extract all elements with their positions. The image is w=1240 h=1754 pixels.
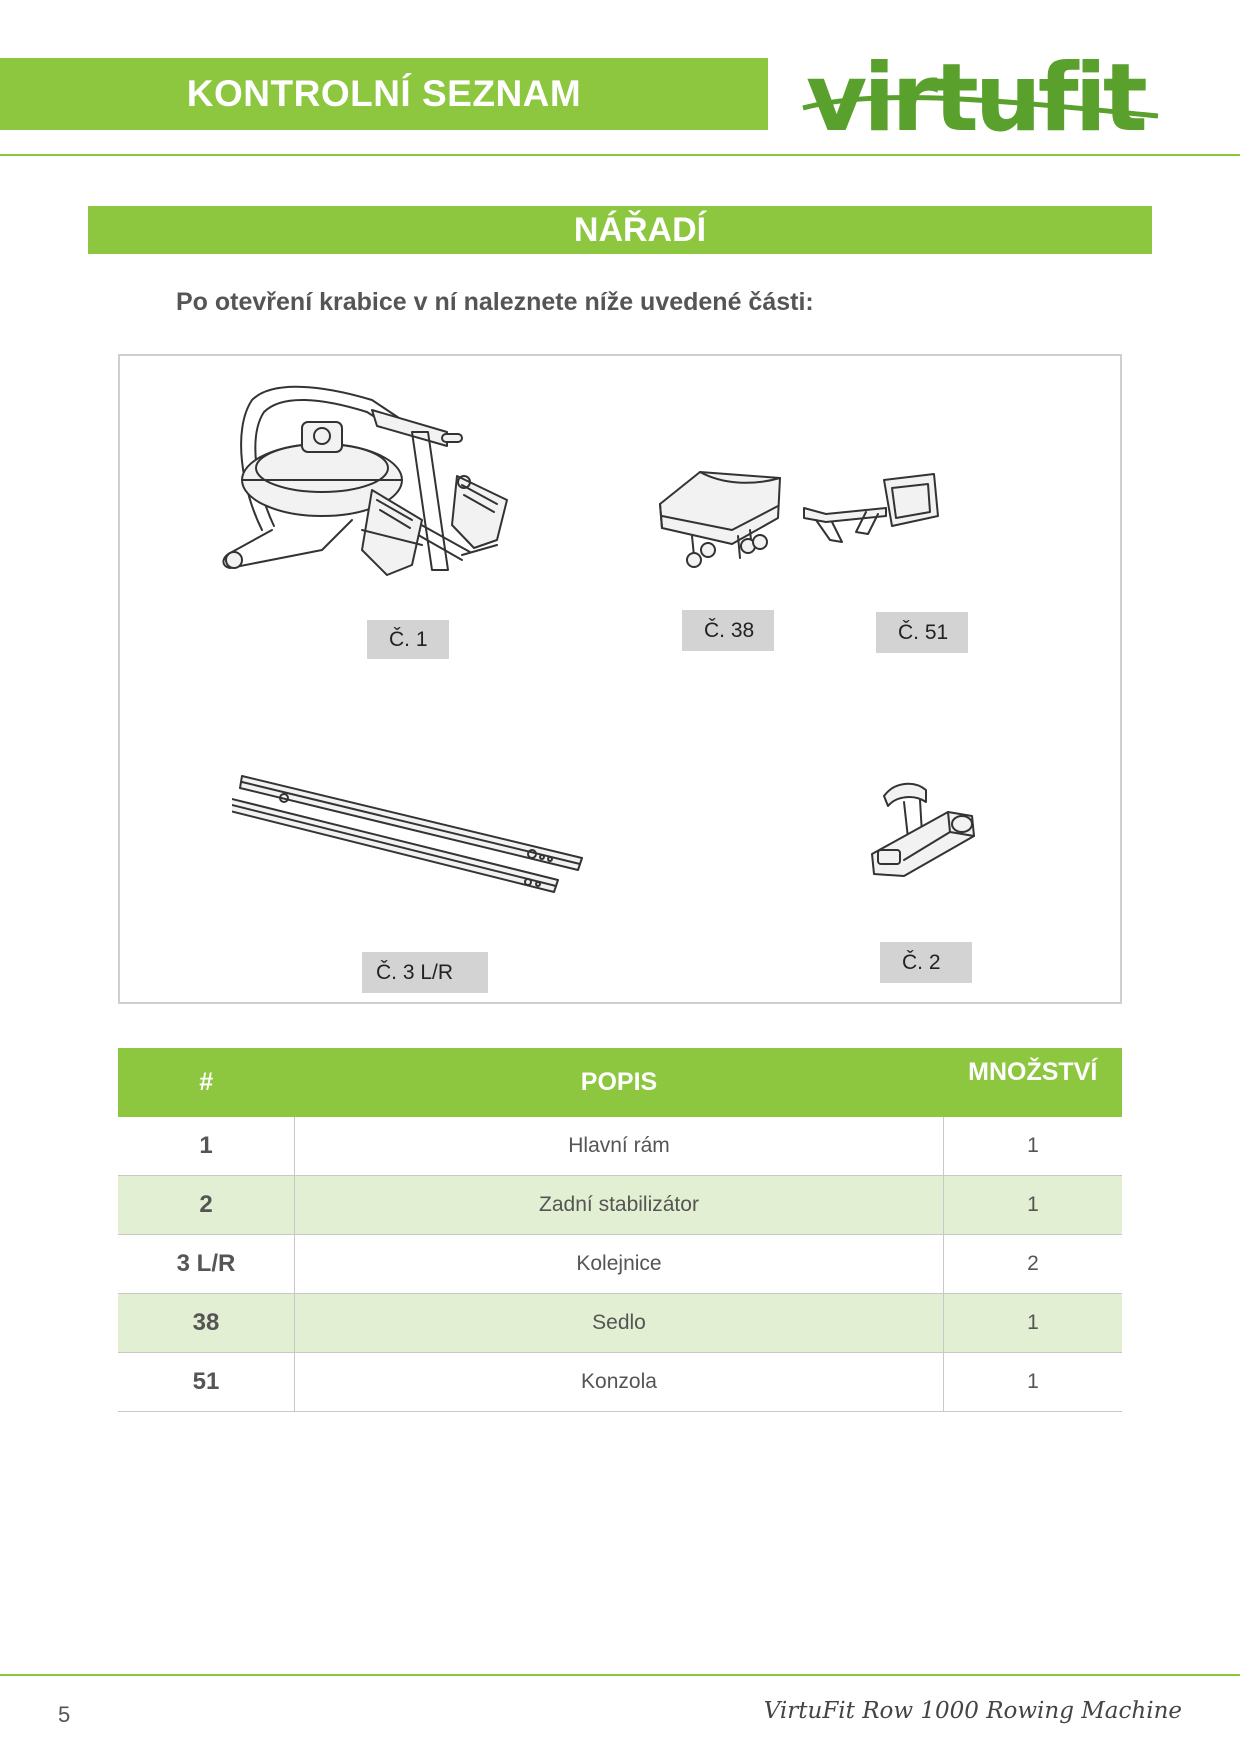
row-quantity: 1 [944,1294,1123,1353]
header-description: POPIS [295,1048,944,1117]
virtufit-logo [798,30,1168,145]
footer-divider [0,1674,1240,1676]
row-quantity: 1 [944,1176,1123,1235]
row-quantity: 1 [944,1117,1123,1176]
row-description: Zadní stabilizátor [295,1176,944,1235]
table-row [118,1176,1122,1235]
main-frame-illustration [212,370,632,600]
row-description: Hlavní rám [295,1117,944,1176]
part-label-38: Č. 38 [682,610,774,651]
section-title: NÁŘADÍ [573,210,707,249]
row-quantity: 2 [944,1235,1123,1294]
page-number: 5 [58,1702,71,1727]
part-label-51: Č. 51 [876,612,968,653]
table-row [118,1117,1122,1176]
table-row [118,1353,1122,1412]
row-number: 1 [118,1117,295,1176]
row-number: 2 [118,1176,295,1235]
part-label-3lr: Č. 3 L/R [362,952,488,993]
table-row [118,1235,1122,1294]
rails-illustration [232,770,592,900]
rear-stabilizer-illustration [864,776,994,886]
page-title: KONTROLNÍ SEZNAM [186,73,582,114]
part-label-2: Č. 2 [880,942,972,983]
row-number: 38 [118,1294,295,1353]
footer-model-name: VirtuFit Row 1000 Rowing Machine [763,1698,1182,1724]
logo-text: virtufit [806,44,1144,145]
intro-text: Po otevření krabice v ní naleznete níže uvedené části: [176,288,814,316]
seat-illustration [652,464,792,582]
console-illustration [796,464,956,564]
table-header-row [118,1048,1122,1117]
row-number: 3 L/R [118,1235,295,1294]
row-description: Konzola [295,1353,944,1412]
row-description: Kolejnice [295,1235,944,1294]
header-divider [0,154,1240,156]
parts-table [118,1048,1122,1412]
row-description: Sedlo [295,1294,944,1353]
header-quantity: MNOŽSTVÍ [944,1048,1123,1117]
header-number: # [118,1048,295,1117]
table-row [118,1294,1122,1353]
row-number: 51 [118,1353,295,1412]
part-label-1: Č. 1 [367,620,449,659]
parts-illustration-box [118,354,1122,1004]
row-quantity: 1 [944,1353,1123,1412]
